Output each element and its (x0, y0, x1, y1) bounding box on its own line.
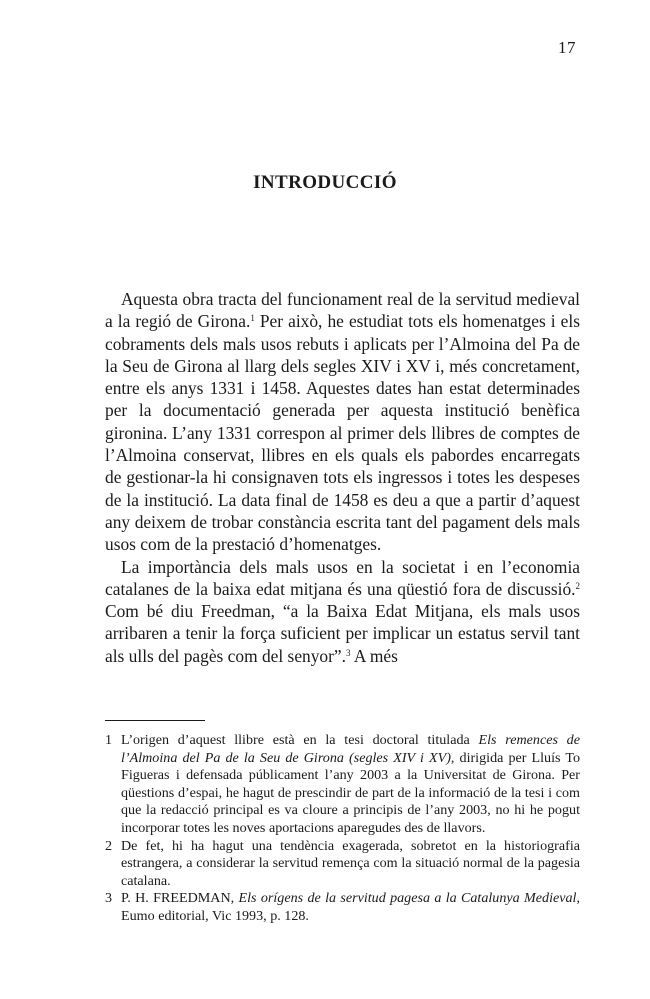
footnotes (105, 732, 580, 926)
footnote-title: Els remences de l’Almoina del Pa de la Seu de Girona (segles XIV i XV) (121, 732, 580, 766)
footnote-text: , Eumo editorial, Vic 1993, p. 128. (121, 890, 580, 924)
footnote-number: 2 (105, 837, 113, 854)
paragraph-text: Per això, he estudiat tots els homenatges i els cobraments dels mals usos rebuts i aplicats per l’Almoina del Pa de la Seu de Girona al llarg dels segles XIV i XV i, més concretament, entre els anys 1331 i 1458. Aquestes dates han estat determinades per la documentació generada per aquesta institució benèfica gironina. L’any 1331 correspon al primer dels llibres de comptes de l’Almoina conservat, llibres en els quals els pabordes encarregats de gestionar-la hi consignaven tots els ingressos i totes les despeses de la institució. La data final de 1458 es deu a que a partir d’aquest any deixem de trobar constància escrita tant del pagament dels mals usos com de la prestació d’homenatges. (105, 311, 581, 555)
footnote-ref[interactable]: 3 (346, 647, 351, 658)
footnote-separator (105, 720, 205, 721)
paragraph-text: Com bé diu Freedman, “a la Baixa Edat Mitjana, els mals usos arribaren a tenir la força suficient per implicar un estatus servil tant als ulls del pagès com del senyor”. (105, 601, 580, 666)
footnote-ref[interactable]: 1 (250, 313, 255, 324)
footnote-text: De fet, hi ha hagut una tendència exagerada, sobretot en la historiografia estrangera, a considerar la servitud remença com la situació normal de la pagesia catalana. (121, 837, 580, 889)
footnote-text: , dirigida per Lluís To Figueras i defensada públicament l’any 2003 a la Universitat de Girona. Per qüestions d’espai, he hagut de prescindir de part de la informació de la tesi i com que la redacció principal es va cloure a principis de l’any 2003, no hi he pogut incorporar totes les noves aportacions aparegudes des de llavors. (121, 749, 581, 836)
chapter-title: INTRODUCCIÓ (253, 172, 397, 193)
paragraph (105, 556, 580, 667)
body-text (105, 288, 580, 667)
footnote-text: P. H. FREEDMAN, (121, 890, 239, 907)
footnote-number: 3 (105, 890, 113, 907)
footnote-text: L’origen d’aquest llibre està en la tesi doctoral titulada (121, 732, 479, 748)
paragraph (105, 288, 580, 556)
footnote-ref[interactable]: 2 (575, 580, 580, 591)
footnote-title: Els orígens de la servitud pagesa a la Catalunya Medieval (238, 890, 577, 907)
paragraph-text: A més (350, 645, 398, 666)
paragraph-text: La importància dels mals usos en la societat i en l’economia catalanes de la baixa edat mitjana és una qüestió fora de discussió. (105, 556, 580, 599)
footnote (105, 838, 580, 891)
page-number: 17 (558, 38, 576, 57)
footnote-number: 1 (105, 732, 113, 748)
footnote (105, 732, 580, 838)
paragraph-text: Aquesta obra tracta del funcionament real de la servitud medieval a la regió de Girona. (105, 289, 580, 332)
footnote (105, 890, 580, 925)
